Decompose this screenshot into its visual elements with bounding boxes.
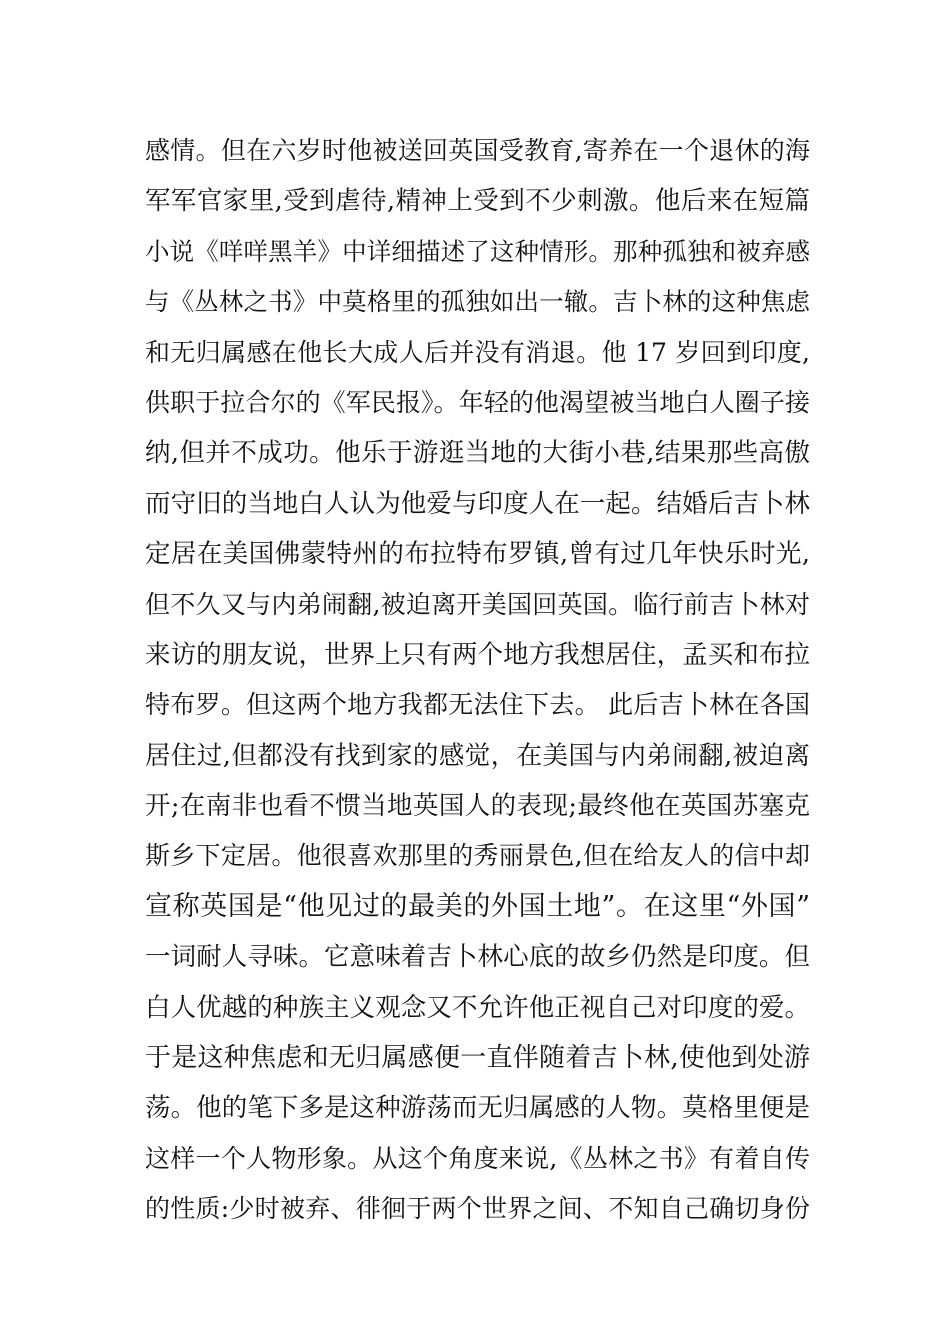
text-line: 小说《咩咩黑羊》中详细描述了这种情形。那种孤独和被弃感 (145, 236, 810, 266)
text-line: 但不久又与内弟闹翻,被迫离开美国回英国。临行前吉卜林对 (145, 589, 810, 619)
text-line: 居住过,但都没有找到家的感觉，在美国与内弟闹翻,被迫离 (145, 740, 810, 771)
text-line: 斯乡下定居。他很喜欢那里的秀丽景色,但在给友人的信中却 (145, 841, 810, 871)
text-line: 供职于拉合尔的《军民报》。年轻的他渴望被当地白人圈子接 (145, 387, 810, 417)
text-line: 开;在南非也看不惯当地英国人的表现;最终他在英国苏塞克 (145, 791, 810, 822)
text-line: 于是这种焦虑和无归属感便一直伴随着吉卜林,使他到处游 (145, 1043, 810, 1074)
text-line: 特布罗。但这两个地方我都无法住下去。 此后吉卜林在各国 (145, 690, 810, 720)
body-text (145, 126, 810, 1235)
text-line: 定居在美国佛蒙特州的布拉特布罗镇,曾有过几年快乐时光, (145, 539, 810, 570)
text-line: 与《丛林之书》中莫格里的孤独如出一辙。吉卜林的这种焦虑 (145, 287, 810, 317)
text-line: 白人优越的种族主义观念又不允许他正视自己对印度的爱。 (145, 992, 810, 1023)
text-line: 的性质:少时被弃、徘徊于两个世界之间、不知自己确切身份 (145, 1194, 810, 1224)
text-line: 宣称英国是“他见过的最美的外国土地”。在这里“外国” (145, 890, 810, 922)
text-line: 这样一个人物形象。从这个角度来说,《丛林之书》有着自传 (145, 1143, 810, 1173)
text-line: 纳,但并不成功。他乐于游逛当地的大街小巷,结果那些高傲 (145, 438, 810, 469)
text-line: 来访的朋友说，世界上只有两个地方我想居住，孟买和布拉 (145, 639, 810, 670)
text-line: 荡。他的笔下多是这种游荡而无归属感的人物。莫格里便是 (145, 1093, 810, 1124)
text-line: 和无归属感在他长大成人后并没有消退。他 17 岁回到印度, (145, 337, 810, 367)
text-line: 感情。但在六岁时他被送回英国受教育,寄养在一个退休的海 (145, 136, 810, 165)
text-line: 而守旧的当地白人认为他爱与印度人在一起。结婚后吉卜林 (145, 488, 810, 519)
text-line: 一词耐人寻味。它意味着吉卜林心底的故乡仍然是印度。但 (145, 942, 810, 973)
text-line: 军军官家里,受到虐待,精神上受到不少刺激。他后来在短篇 (145, 186, 810, 217)
